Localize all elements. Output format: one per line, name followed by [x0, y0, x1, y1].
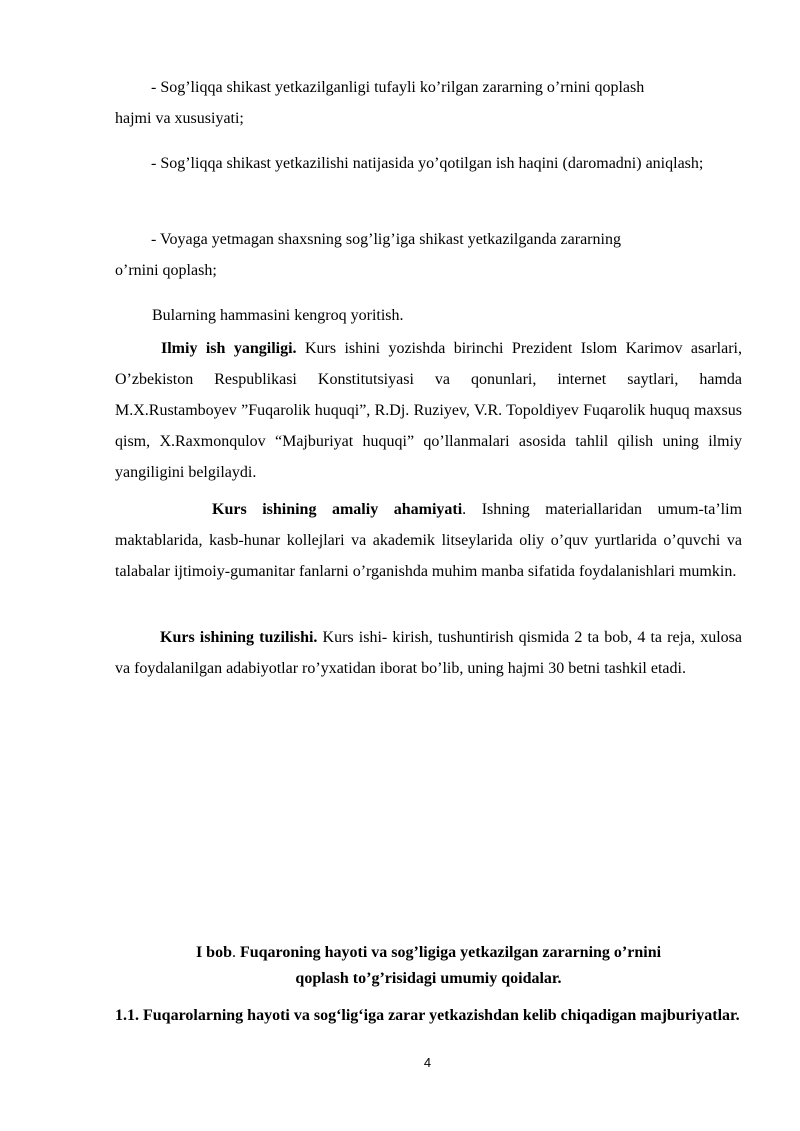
chapter-prefix: I bob: [195, 944, 232, 961]
practical-paragraph: [115, 494, 742, 587]
bullet-item-3: [115, 224, 742, 286]
bullet-item-2: - Sog’liqqa shikast yetkazilishi natijasida yo’qotilgan ish haqini (daromadni) aniqlash;: [151, 155, 704, 172]
structure-text: Kurs ishi- kirish, tushuntirish qismida 2 ta bob, 4 ta reja, xulosa va foydalanilgan adabiyotlar ro’yxatidan iborat bo’lib, uning hajmi 30 betni tashkil etadi.: [115, 629, 742, 677]
novelty-paragraph: [115, 333, 742, 488]
bullet-item-1: [115, 72, 742, 134]
section-heading: 1.1. Fuqarolarning hayoti va sog‘lig‘iga zarar yetkazishdan kelib chiqadigan majburiyatlar.: [115, 1007, 740, 1024]
bullet-1-line-1: - Sog’liqqa shikast yetkazilganligi tufayli ko’rilgan zararning o’rnini qoplash: [151, 79, 645, 96]
chapter-heading: [115, 940, 742, 992]
page-number: 4: [423, 1055, 432, 1070]
chapter-title-line-1: Fuqaroning hayoti va sog’ligiga yetkazilgan zararning o’rnini: [235, 944, 662, 961]
bullet-1-line-2: hajmi va xususiyati;: [115, 110, 244, 127]
chapter-heading-line-1: [115, 940, 742, 966]
structure-paragraph: [115, 622, 742, 684]
novelty-title: Ilmiy ish yangiligi.: [161, 340, 297, 357]
bullet-3-line-1: - Voyaga yetmagan shaxsning sog’lig’iga shikast yetkazilganda zararning: [151, 231, 621, 248]
structure-title: Kurs ishining tuzilishi.: [160, 629, 318, 646]
bullet-3-line-2: o’rnini qoplash;: [115, 262, 217, 279]
chapter-dot: .: [231, 944, 236, 961]
summary-line: Bularning hammasini kengroq yoritish.: [152, 307, 404, 324]
novelty-text: Kurs ishini yozishda birinchi Prezident Islom Karimov asarlari, O’zbekiston Respublikasi Konstitutsiyasi va qonunlari, internet saytlari, hamda M.X.Rustamboyev ”Fuqarolik huquqi”, R.Dj. Ruziyev, V.R. Topoldiyev Fuqarolik huquq maxsus qism, X.Raxmonqulov “Majburiyat huquqi” qo’llanmalari asosida tahlil qilish uning ilmiy yangiligini belgilaydi.: [115, 340, 742, 481]
chapter-heading-line-2: qoplash to’g’risidagi umumiy qoidalar.: [295, 970, 562, 987]
practical-title: Kurs ishining amaliy ahamiyati: [212, 501, 463, 518]
practical-text: . Ishning materiallaridan umum-ta’lim maktablarida, kasb-hunar kollejlari va akademik litseylarida oliy o’quv yurtlarida o’quvchi va talabalar ijtimoiy-gumanitar fanlarni o’rganishda muhim manba sifatida foydalanishlari mumkin.: [115, 501, 743, 580]
